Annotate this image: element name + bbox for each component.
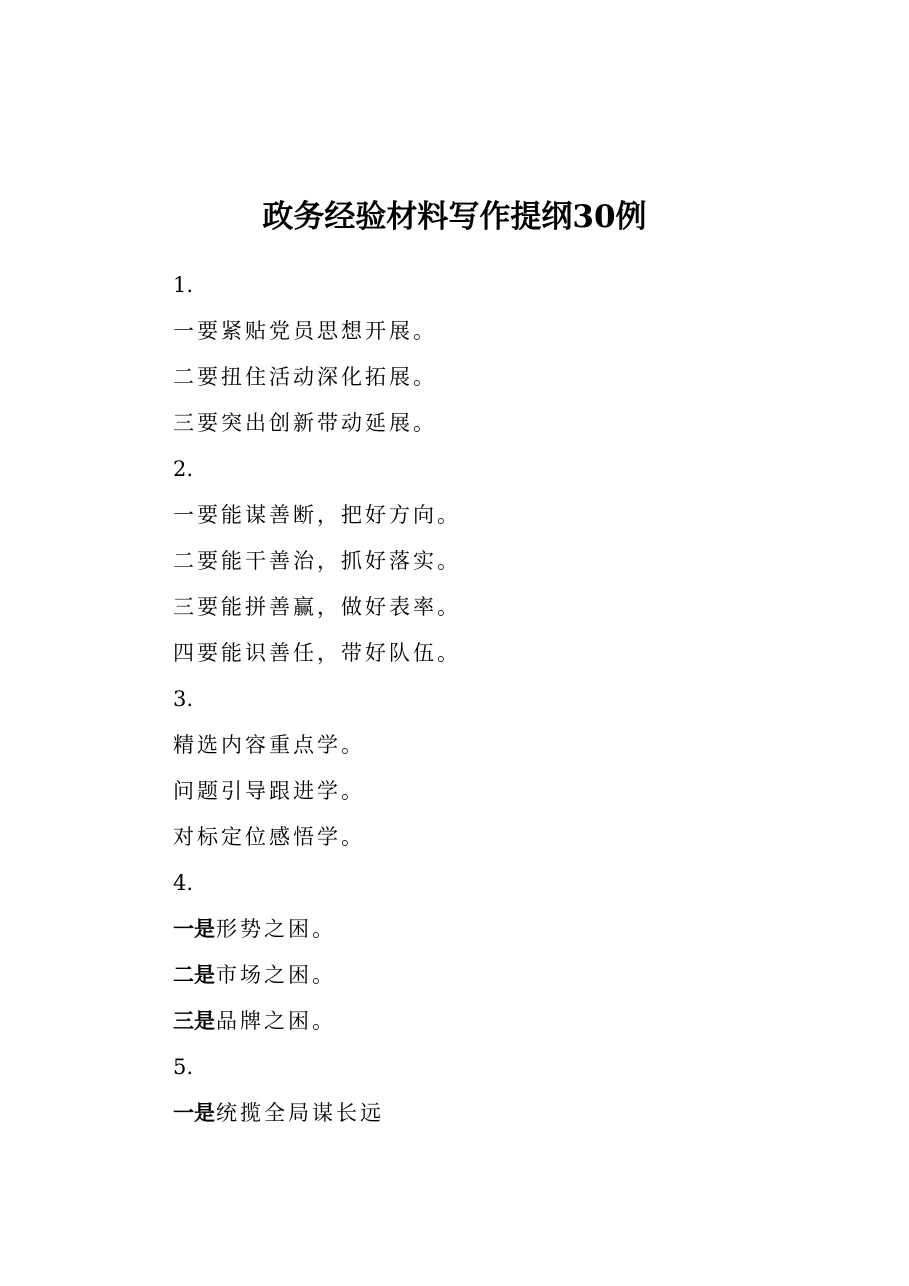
item-text: 形势之困。: [216, 917, 336, 941]
section-number: 1.: [173, 273, 194, 297]
list-item: [173, 814, 853, 860]
list-item: [173, 308, 853, 354]
item-text: 市场之困。: [216, 963, 336, 987]
item-text: 四要能识善任，带好队伍。: [173, 641, 461, 665]
item-text: 统揽全局谋长远: [216, 1101, 384, 1125]
list-item: [173, 584, 853, 630]
item-text: 一要能谋善断，把好方向。: [173, 503, 461, 527]
list-item: [173, 354, 853, 400]
list-item: [173, 492, 853, 538]
item-lead: 二是: [173, 963, 215, 987]
item-lead: 一是: [173, 1101, 215, 1125]
item-text: 二要扭住活动深化拓展。: [173, 365, 437, 389]
list-item: [173, 998, 853, 1044]
section-number: 3.: [173, 687, 194, 711]
item-lead: 一是: [173, 917, 215, 941]
section-number: 4.: [173, 871, 194, 895]
item-text: 精选内容重点学。: [173, 733, 365, 757]
list-item: [173, 538, 853, 584]
item-text: 品牌之困。: [216, 1009, 336, 1033]
item-text: 一要紧贴党员思想开展。: [173, 319, 437, 343]
list-item: [173, 722, 853, 768]
item-text: 三要能拼善赢，做好表率。: [173, 595, 461, 619]
item-text: 三要突出创新带动延展。: [173, 411, 437, 435]
document-title: 政务经验材料写作提纲30例: [262, 199, 647, 235]
item-text: 问题引导跟进学。: [173, 779, 365, 803]
item-text: 二要能干善治，抓好落实。: [173, 549, 461, 573]
list-item: [173, 952, 853, 998]
list-item: [173, 768, 853, 814]
section-number: 2.: [173, 457, 194, 481]
list-item: [173, 1090, 853, 1136]
section-number: 5.: [173, 1055, 194, 1079]
document-body: [173, 262, 853, 1136]
list-item: [173, 400, 853, 446]
list-item: [173, 630, 853, 676]
item-lead: 三是: [173, 1009, 215, 1033]
item-text: 对标定位感悟学。: [173, 825, 365, 849]
list-item: [173, 906, 853, 952]
